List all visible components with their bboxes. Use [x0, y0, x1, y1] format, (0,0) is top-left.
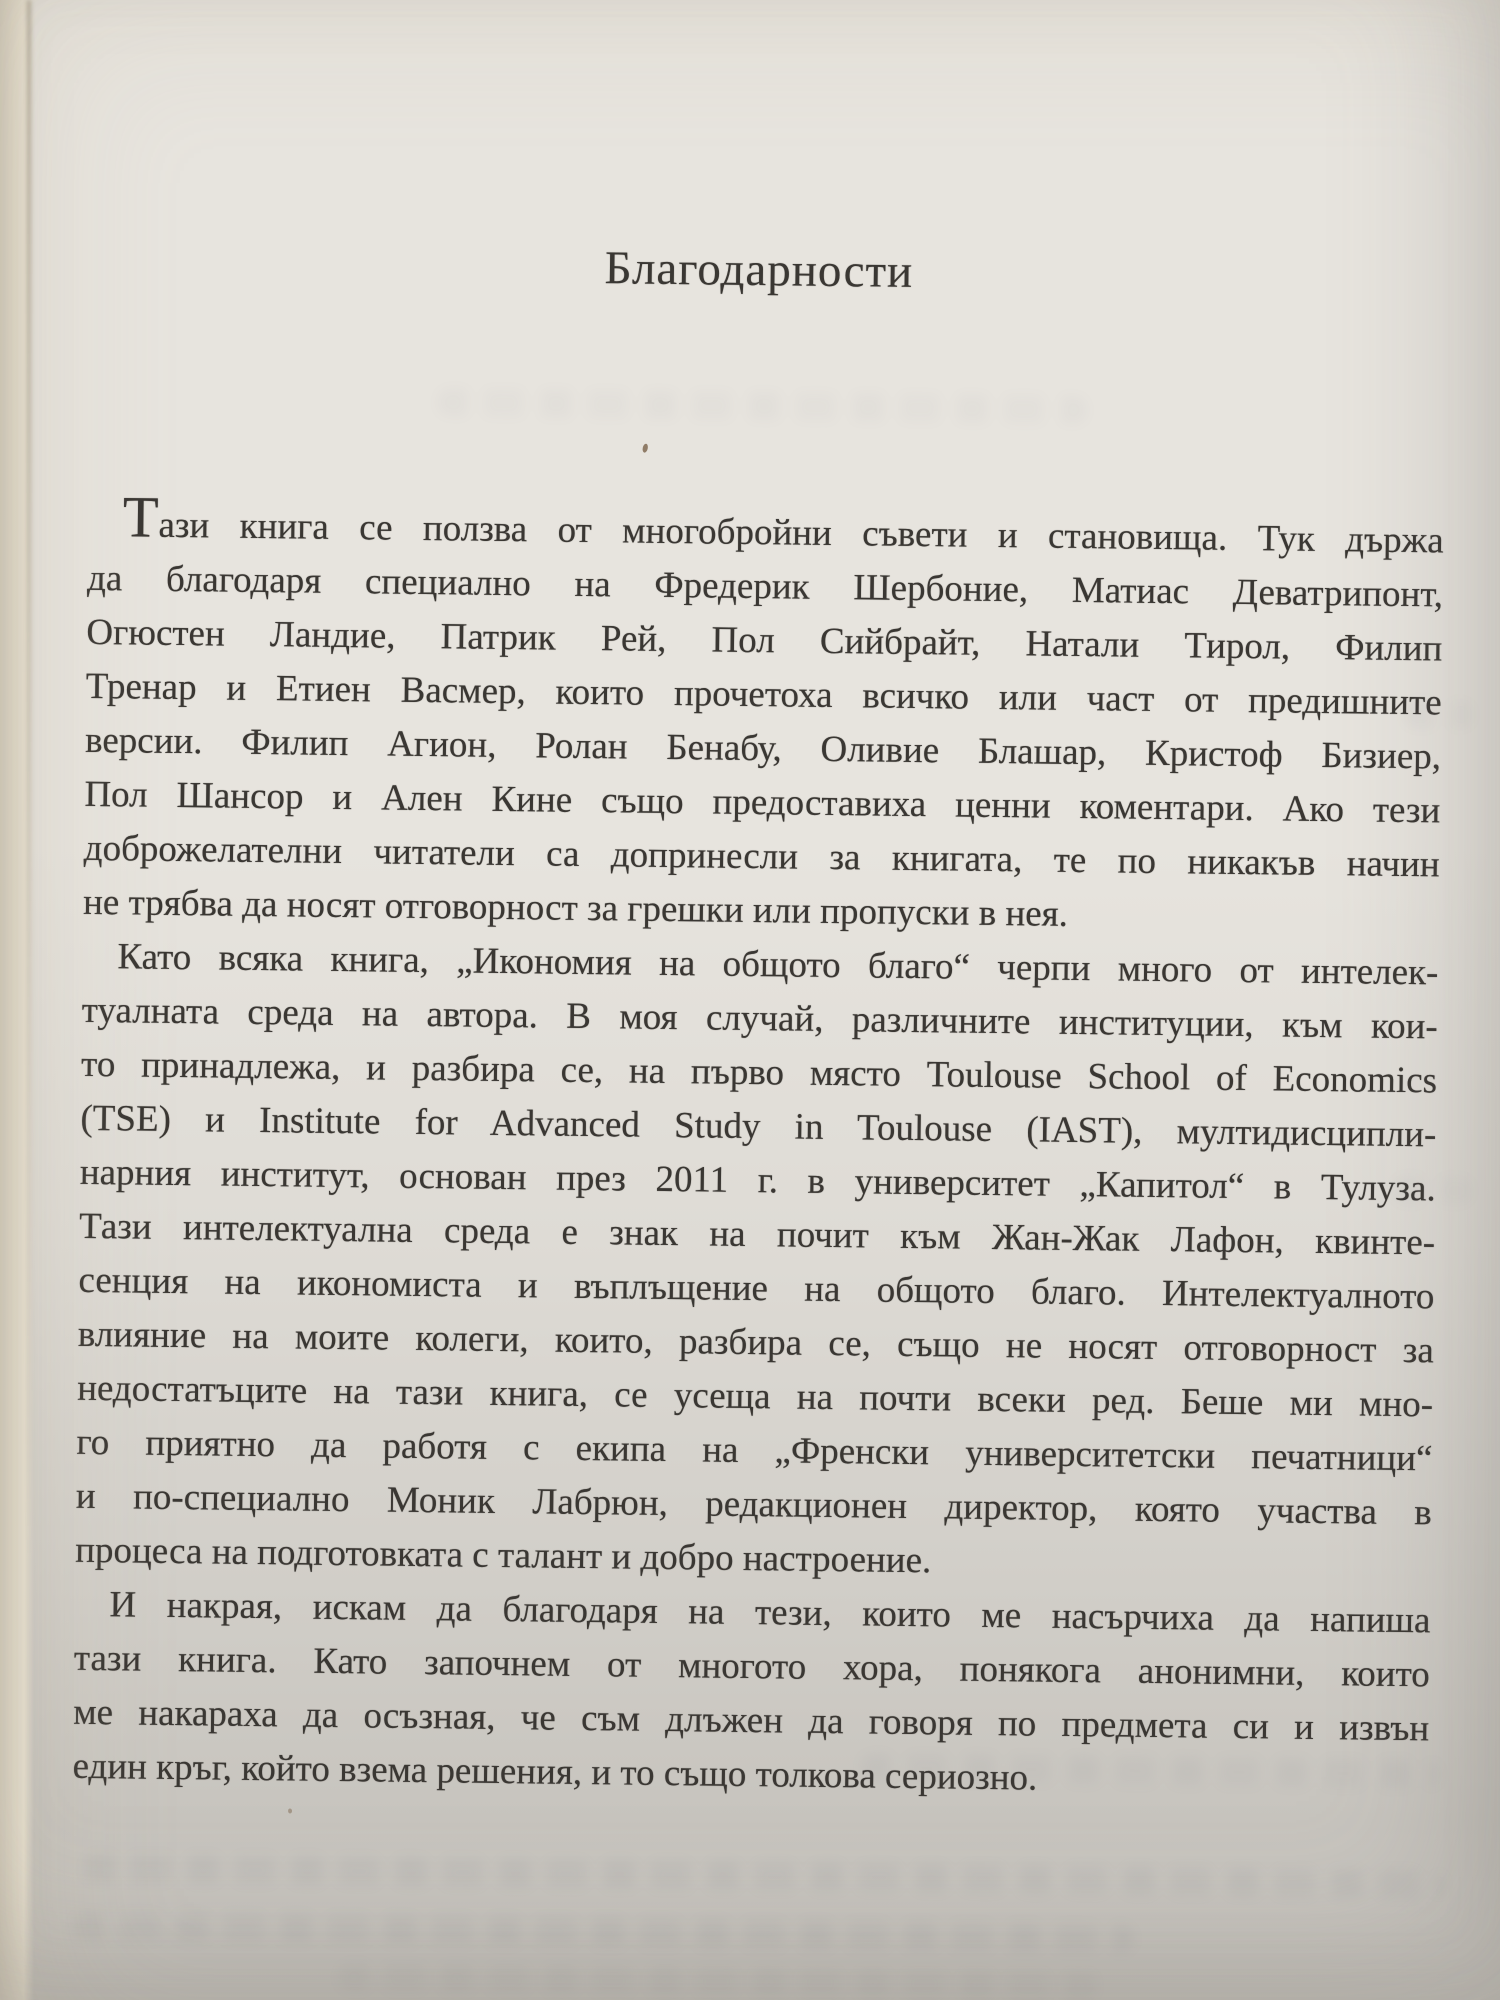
- text-line: туалната среда на автора. В моя случай, различните институции, към кои-: [81, 989, 1438, 1048]
- text-line: (TSE) и Institute for Advanced Study in Toulouse (IAST), мултидисципли-: [80, 1097, 1437, 1156]
- text-line: ме накараха да осъзная, че съм длъжен да говоря по предмета си и извън: [72, 1691, 1430, 1750]
- text-line: тази книга. Като започнем от многото хора, понякога анонимни, които: [73, 1637, 1431, 1696]
- text-line: Тази книга се ползва от многобройни съвети и становища. Тук държа: [122, 484, 1444, 562]
- text-line: и по-специално Моник Лабрюн, редакционен директор, която участва в: [75, 1475, 1433, 1534]
- text-line: нарния институт, основан през 2011 г. в университет „Капитол“ в Тулуза.: [79, 1151, 1436, 1210]
- paragraph: [82, 484, 1444, 947]
- text-line: доброжелателни читатели са допринесли за книгата, те по никакъв начин: [83, 827, 1440, 886]
- text-line: Огюстен Ландие, Патрик Рей, Пол Сийбрайт, Натали Тирол, Филип: [86, 611, 1443, 670]
- dust-speck: [288, 1808, 292, 1813]
- text-line: то принадлежа, и разбира се, на първо място Toulouse School of Economics: [80, 1043, 1438, 1102]
- bleed-through-text-ghost: [338, 1963, 1098, 2000]
- text-line: да благодаря специално на Фредерик Шербоние, Матиас Деватрипонт,: [86, 557, 1444, 616]
- text-line: сенция на икономиста и въплъщение на общото благо. Интелектуалното: [78, 1259, 1435, 1318]
- text-line: Тренар и Етиен Васмер, които прочетоха всичко или част от предишните: [85, 665, 1442, 724]
- page-title: Благодарности: [604, 242, 914, 298]
- text-line: не трябва да носят отговорност за грешки или пропуски в нея.: [82, 881, 1069, 935]
- text-line: процеса на подготовката с талант и добро настроение.: [74, 1529, 932, 1582]
- text-line: версии. Филип Агион, Ролан Бенабу, Оливие Блашар, Кристоф Бизиер,: [84, 719, 1442, 778]
- text-line: влияние на моите колеги, които, разбира се, също не носят отговорност за: [77, 1313, 1435, 1372]
- paragraph: [75, 930, 1439, 1595]
- bleed-through-text-ghost: [84, 1854, 1444, 1899]
- text-line: Пол Шансор и Ален Кине също предоставиха ценни коментари. Ако тези: [84, 773, 1441, 832]
- dust-speck: [642, 443, 649, 453]
- bleed-through-text-ghost: [437, 388, 1087, 424]
- bleed-through-text-ghost: [73, 1912, 1133, 1953]
- text-line: го приятно да работя с екипа на „Френски университетски печатници“: [76, 1421, 1433, 1480]
- text-line: недостатъците на тази книга, се усеща на почти всеки ред. Беше ми мно-: [76, 1367, 1434, 1426]
- body-text: [72, 484, 1444, 1810]
- text-line: един кръг, който взема решения, и то също толкова сериозно.: [72, 1745, 1038, 1799]
- text-line: Тази интелектуална среда е знак на почит към Жан-Жак Лафон, квинте-: [78, 1205, 1436, 1264]
- text-line: И накрая, искам да благодаря на тези, които ме насърчиха да напиша: [109, 1584, 1431, 1642]
- text-line: Като всяка книга, „Икономия на общото благо“ черпи много от интелек-: [117, 936, 1439, 994]
- paragraph: [72, 1578, 1431, 1811]
